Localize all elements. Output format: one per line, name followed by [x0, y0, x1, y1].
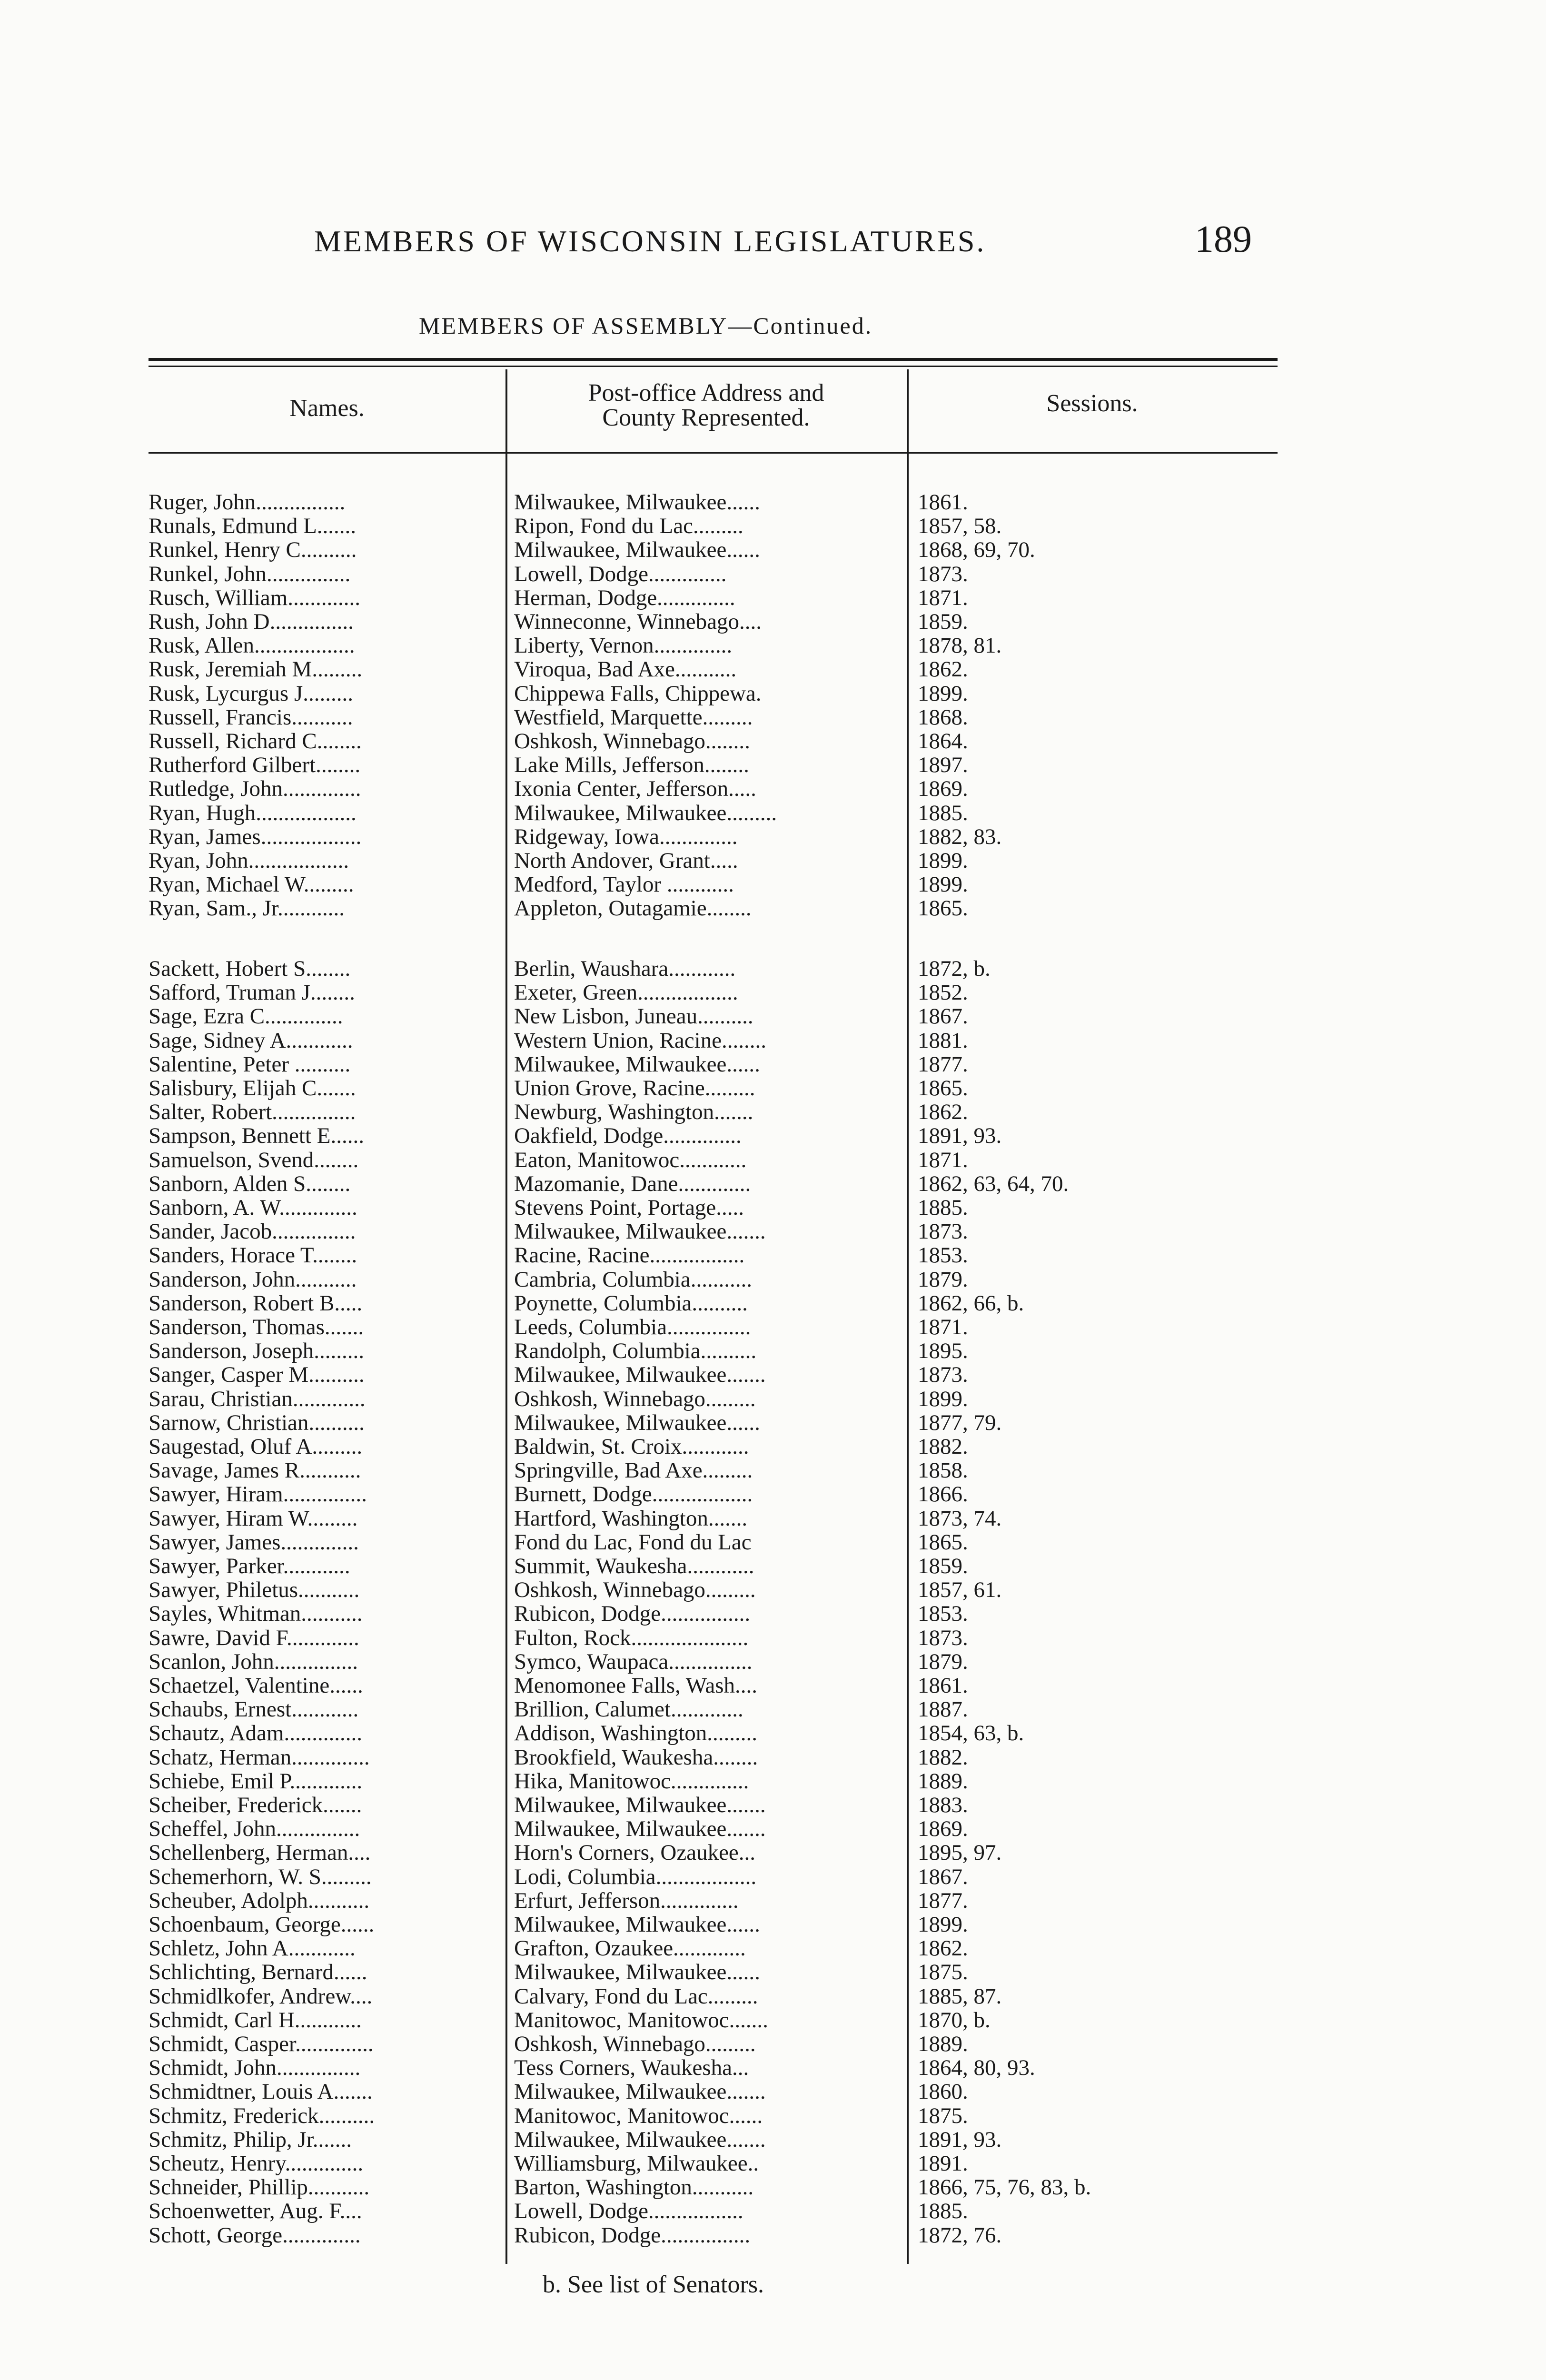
member-sessions: 1868. [918, 705, 968, 729]
member-name: Sage, Sidney A............ [149, 1028, 353, 1052]
member-sessions: 1895, 97. [918, 1841, 1002, 1865]
member-sessions: 1857, 58. [918, 514, 1002, 538]
member-name: Sampson, Bennett E...... [149, 1124, 364, 1148]
member-address: Racine, Racine................. [514, 1243, 745, 1268]
member-name: Scheiber, Frederick....... [149, 1793, 362, 1817]
member-sessions: 1873. [918, 1363, 968, 1387]
member-name: Schellenberg, Herman.... [149, 1841, 371, 1865]
member-sessions: 1865. [918, 1530, 968, 1554]
member-address: Hartford, Washington....... [514, 1506, 748, 1530]
member-sessions: 1857, 61. [918, 1578, 1002, 1602]
member-sessions: 1887. [918, 1697, 968, 1722]
member-sessions: 1860. [918, 2080, 968, 2104]
member-name: Sanders, Horace T........ [149, 1243, 357, 1268]
member-sessions: 1873. [918, 562, 968, 586]
member-sessions: 1873, 74. [918, 1506, 1002, 1530]
header-rule [149, 452, 1278, 454]
member-address: Oshkosh, Winnebago......... [514, 1387, 756, 1411]
member-name: Sawre, David F............. [149, 1626, 359, 1650]
member-address: Milwaukee, Milwaukee....... [514, 1793, 766, 1817]
member-address: Calvary, Fond du Lac......... [514, 1984, 758, 2008]
member-sessions: 1864. [918, 729, 968, 753]
member-name: Schott, George.............. [149, 2223, 361, 2247]
member-address: Horn's Corners, Ozaukee... [514, 1841, 756, 1865]
member-address: Fulton, Rock..................... [514, 1626, 749, 1650]
member-name: Sanger, Casper M.......... [149, 1363, 365, 1387]
member-name: Sanderson, Thomas....... [149, 1315, 364, 1339]
member-name: Ryan, James.................. [149, 824, 362, 849]
member-sessions: 1885, 87. [918, 1984, 1002, 2008]
member-sessions: 1899. [918, 681, 968, 705]
member-name: Schatz, Herman.............. [149, 1745, 370, 1769]
member-address: Leeds, Columbia............... [514, 1315, 751, 1339]
member-name: Ruger, John................ [149, 490, 346, 514]
member-address: Milwaukee, Milwaukee....... [514, 2127, 766, 2152]
member-sessions: 1885. [918, 2199, 968, 2223]
member-address: Oshkosh, Winnebago........ [514, 729, 750, 753]
member-address: Manitowoc, Manitowoc...... [514, 2103, 763, 2128]
member-name: Schlichting, Bernard...... [149, 1960, 367, 1984]
member-address: Milwaukee, Milwaukee....... [514, 1220, 766, 1244]
member-sessions: 1899. [918, 849, 968, 873]
member-name: Ryan, Sam., Jr............ [149, 896, 345, 921]
member-name: Sackett, Hobert S........ [149, 957, 351, 981]
member-address: Erfurt, Jefferson.............. [514, 1888, 739, 1913]
member-address: Milwaukee, Milwaukee....... [514, 1363, 766, 1387]
member-name: Schletz, John A............ [149, 1936, 356, 1961]
member-address: Milwaukee, Milwaukee...... [514, 1052, 760, 1076]
table-caption: MEMBERS OF ASSEMBLY—Continued. [419, 312, 873, 339]
member-sessions: 1875. [918, 2103, 968, 2128]
member-sessions: 1891. [918, 2152, 968, 2175]
member-address: Winneconne, Winnebago.... [514, 610, 762, 634]
member-address: Milwaukee, Milwaukee....... [514, 1817, 766, 1841]
member-address: Ridgeway, Iowa.............. [514, 824, 738, 849]
member-sessions: 1878, 81. [918, 634, 1002, 658]
member-sessions: 1858. [918, 1458, 968, 1483]
member-address: Eaton, Manitowoc............ [514, 1148, 747, 1172]
member-sessions: 1879. [918, 1649, 968, 1674]
member-address: Oshkosh, Winnebago......... [514, 1578, 756, 1602]
member-address: Addison, Washington......... [514, 1721, 758, 1745]
member-address: Lake Mills, Jefferson........ [514, 753, 749, 777]
member-sessions: 1875. [918, 1960, 968, 1984]
member-address: Western Union, Racine........ [514, 1028, 767, 1052]
member-sessions: 1881. [918, 1028, 968, 1052]
member-address: Ripon, Fond du Lac......... [514, 514, 743, 538]
member-sessions: 1862, 63, 64, 70. [918, 1171, 1069, 1196]
member-address: Oakfield, Dodge.............. [514, 1124, 742, 1148]
member-sessions: 1897. [918, 753, 968, 777]
member-sessions: 1861. [918, 490, 968, 514]
member-sessions: 1862. [918, 1936, 968, 1961]
member-name: Scheffel, John............... [149, 1817, 360, 1841]
member-address: Hika, Manitowoc.............. [514, 1769, 749, 1793]
member-sessions: 1862. [918, 657, 968, 682]
column-header-address-line1: Post-office Address and [588, 379, 824, 407]
member-sessions: 1870, b. [918, 2008, 991, 2032]
member-name: Rusch, William............. [149, 585, 361, 610]
member-address: Milwaukee, Milwaukee...... [514, 490, 760, 514]
member-sessions: 1873. [918, 1626, 968, 1650]
member-sessions: 1861. [918, 1674, 968, 1697]
member-name: Ryan, Michael W......... [149, 873, 354, 897]
member-sessions: 1865. [918, 896, 968, 921]
member-sessions: 1862. [918, 1100, 968, 1124]
member-sessions: 1899. [918, 1387, 968, 1411]
member-sessions: 1867. [918, 1864, 968, 1889]
member-name: Sawyer, Hiram............... [149, 1482, 367, 1507]
member-name: Runkel, Henry C.......... [149, 538, 357, 562]
member-address: Milwaukee, Milwaukee...... [514, 538, 760, 562]
member-address: Lowell, Dodge................. [514, 2199, 743, 2223]
member-address: Brookfield, Waukesha........ [514, 1745, 758, 1769]
member-sessions: 1859. [918, 610, 968, 634]
member-address: Mazomanie, Dane............. [514, 1171, 751, 1196]
member-name: Sayles, Whitman........... [149, 1602, 363, 1626]
member-name: Russell, Richard C........ [149, 729, 362, 753]
member-sessions: 1883. [918, 1793, 968, 1817]
member-name: Rusk, Allen.................. [149, 634, 355, 658]
member-sessions: 1853. [918, 1602, 968, 1626]
member-address: Chippewa Falls, Chippewa. [514, 681, 762, 705]
member-sessions: 1864, 80, 93. [918, 2056, 1035, 2080]
column-header-address-line2: County Represented. [602, 404, 810, 431]
member-address: Rubicon, Dodge................ [514, 1602, 751, 1626]
member-address: Milwaukee, Milwaukee...... [514, 1410, 760, 1435]
member-name: Schmidt, John............... [149, 2056, 361, 2080]
member-name: Salisbury, Elijah C....... [149, 1076, 356, 1100]
member-name: Scheutz, Henry.............. [149, 2152, 364, 2175]
member-name: Schoenwetter, Aug. F.... [149, 2199, 362, 2223]
member-address: Medford, Taylor ............ [514, 873, 734, 897]
member-address: Newburg, Washington....... [514, 1100, 753, 1124]
top-rule-thin [149, 366, 1278, 367]
member-address: Milwaukee, Milwaukee......... [514, 801, 777, 825]
member-address: Stevens Point, Portage..... [514, 1196, 744, 1220]
member-address: Poynette, Columbia.......... [514, 1291, 748, 1315]
member-name: Sawyer, James.............. [149, 1530, 359, 1554]
member-address: Westfield, Marquette......... [514, 705, 753, 729]
member-sessions: 1872, 76. [918, 2223, 1002, 2247]
member-address: Milwaukee, Milwaukee...... [514, 1913, 760, 1936]
member-name: Sawyer, Philetus........... [149, 1578, 360, 1602]
member-address: Barton, Washington........... [514, 2175, 754, 2200]
member-sessions: 1882. [918, 1745, 968, 1769]
member-sessions: 1882, 83. [918, 824, 1002, 849]
member-address: Appleton, Outagamie........ [514, 896, 752, 921]
column-header-address [505, 381, 907, 430]
member-address: Rubicon, Dodge................ [514, 2223, 751, 2247]
member-address: Viroqua, Bad Axe........... [514, 657, 737, 682]
member-address: Brillion, Calumet............. [514, 1697, 743, 1722]
member-address: Lodi, Columbia.................. [514, 1864, 757, 1889]
member-name: Sander, Jacob............... [149, 1220, 356, 1244]
member-sessions: 1867. [918, 1004, 968, 1029]
member-address: Exeter, Green.................. [514, 981, 738, 1005]
member-sessions: 1866. [918, 1482, 968, 1507]
member-name: Scanlon, John............... [149, 1649, 358, 1674]
member-name: Rusk, Lycurgus J......... [149, 681, 353, 705]
member-name: Sanborn, A. W.............. [149, 1196, 357, 1220]
member-address: New Lisbon, Juneau.......... [514, 1004, 753, 1029]
member-sessions: 1854, 63, b. [918, 1721, 1024, 1745]
member-name: Sanderson, Robert B..... [149, 1291, 363, 1315]
member-name: Sanborn, Alden S........ [149, 1171, 351, 1196]
member-sessions: 1889. [918, 2032, 968, 2056]
member-sessions: 1877. [918, 1888, 968, 1913]
member-sessions: 1869. [918, 1817, 968, 1841]
member-sessions: 1895. [918, 1339, 968, 1363]
member-address: Williamsburg, Milwaukee.. [514, 2152, 759, 2175]
member-address: Summit, Waukesha............ [514, 1554, 754, 1578]
member-address: Baldwin, St. Croix............ [514, 1435, 749, 1458]
column-divider [907, 369, 909, 2264]
member-name: Sanderson, John........... [149, 1267, 357, 1291]
member-name: Sanderson, Joseph......... [149, 1339, 364, 1363]
member-name: Schmidlkofer, Andrew.... [149, 1984, 373, 2008]
member-address: Symco, Waupaca............... [514, 1649, 753, 1674]
member-address: Randolph, Columbia.......... [514, 1339, 757, 1363]
member-name: Schaubs, Ernest............ [149, 1697, 359, 1722]
member-address: Burnett, Dodge.................. [514, 1482, 753, 1507]
member-name: Schneider, Phillip........... [149, 2175, 370, 2200]
member-sessions: 1873. [918, 1220, 968, 1244]
member-address: North Andover, Grant..... [514, 849, 738, 873]
column-header-names: Names. [289, 395, 365, 422]
member-sessions: 1877. [918, 1052, 968, 1076]
member-sessions: 1899. [918, 1913, 968, 1936]
member-sessions: 1885. [918, 1196, 968, 1220]
member-name: Schoenbaum, George...... [149, 1913, 375, 1936]
column-divider [505, 369, 507, 2264]
member-sessions: 1868, 69, 70. [918, 538, 1035, 562]
member-address: Springville, Bad Axe......... [514, 1458, 753, 1483]
member-address: Fond du Lac, Fond du Lac [514, 1530, 752, 1554]
member-address: Berlin, Waushara............ [514, 957, 736, 981]
member-address: Cambria, Columbia........... [514, 1267, 752, 1291]
top-rule [149, 358, 1278, 361]
member-sessions: 1871. [918, 585, 968, 610]
member-sessions: 1859. [918, 1554, 968, 1578]
member-name: Schmidt, Casper.............. [149, 2032, 374, 2056]
member-sessions: 1865. [918, 1076, 968, 1100]
member-sessions: 1871. [918, 1315, 968, 1339]
member-name: Runkel, John............... [149, 562, 351, 586]
member-name: Salentine, Peter .......... [149, 1052, 351, 1076]
member-address: Tess Corners, Waukesha... [514, 2056, 749, 2080]
member-name: Samuelson, Svend........ [149, 1148, 359, 1172]
member-name: Salter, Robert............... [149, 1100, 356, 1124]
member-sessions: 1889. [918, 1769, 968, 1793]
member-sessions: 1866, 75, 76, 83, b. [918, 2175, 1091, 2200]
member-sessions: 1882. [918, 1435, 968, 1458]
member-name: Rutherford Gilbert........ [149, 753, 361, 777]
member-address: Herman, Dodge.............. [514, 585, 735, 610]
member-address: Grafton, Ozaukee............. [514, 1936, 746, 1961]
member-name: Rutledge, John.............. [149, 777, 361, 801]
member-address: Union Grove, Racine......... [514, 1076, 755, 1100]
member-address: Liberty, Vernon.............. [514, 634, 733, 658]
member-name: Schiebe, Emil P............. [149, 1769, 363, 1793]
member-name: Sarnow, Christian.......... [149, 1410, 365, 1435]
member-address: Milwaukee, Milwaukee...... [514, 1960, 760, 1984]
member-name: Rusk, Jeremiah M......... [149, 657, 363, 682]
member-name: Russell, Francis........... [149, 705, 353, 729]
member-sessions: 1899. [918, 873, 968, 897]
footnote: b. See list of Senators. [543, 2271, 764, 2298]
member-name: Runals, Edmund L....... [149, 514, 357, 538]
member-name: Sawyer, Parker............ [149, 1554, 350, 1578]
member-sessions: 1891, 93. [918, 2127, 1002, 2152]
member-address: Lowell, Dodge.............. [514, 562, 727, 586]
member-name: Sage, Ezra C.............. [149, 1004, 343, 1029]
member-name: Safford, Truman J........ [149, 981, 355, 1005]
member-sessions: 1852. [918, 981, 968, 1005]
member-name: Saugestad, Oluf A......... [149, 1435, 363, 1458]
member-name: Schaetzel, Valentine...... [149, 1674, 363, 1697]
member-sessions: 1862, 66, b. [918, 1291, 1024, 1315]
member-sessions: 1853. [918, 1243, 968, 1268]
member-name: Schmitz, Frederick.......... [149, 2103, 375, 2128]
page-number: 189 [1195, 218, 1252, 260]
member-address: Ixonia Center, Jefferson..... [514, 777, 756, 801]
member-sessions: 1872, b. [918, 957, 991, 981]
member-address: Manitowoc, Manitowoc....... [514, 2008, 768, 2032]
member-name: Savage, James R........... [149, 1458, 361, 1483]
member-sessions: 1877, 79. [918, 1410, 1002, 1435]
member-name: Schmidt, Carl H............ [149, 2008, 362, 2032]
member-name: Schmitz, Philip, Jr....... [149, 2127, 352, 2152]
member-sessions: 1879. [918, 1267, 968, 1291]
member-sessions: 1891, 93. [918, 1124, 1002, 1148]
member-name: Schautz, Adam.............. [149, 1721, 363, 1745]
member-sessions: 1871. [918, 1148, 968, 1172]
column-header-sessions: Sessions. [1046, 390, 1138, 417]
member-name: Sarau, Christian............. [149, 1387, 366, 1411]
member-name: Sawyer, Hiram W......... [149, 1506, 358, 1530]
member-address: Milwaukee, Milwaukee....... [514, 2080, 766, 2104]
member-name: Rush, John D............... [149, 610, 354, 634]
page-title: MEMBERS OF WISCONSIN LEGISLATURES. [314, 224, 986, 258]
member-name: Schemerhorn, W. S......... [149, 1864, 372, 1889]
member-name: Scheuber, Adolph........... [149, 1888, 370, 1913]
member-sessions: 1869. [918, 777, 968, 801]
member-name: Ryan, John.................. [149, 849, 349, 873]
member-sessions: 1885. [918, 801, 968, 825]
member-address: Oshkosh, Winnebago......... [514, 2032, 756, 2056]
member-name: Ryan, Hugh.................. [149, 801, 357, 825]
member-address: Menomonee Falls, Wash.... [514, 1674, 757, 1697]
member-name: Schmidtner, Louis A....... [149, 2080, 373, 2104]
